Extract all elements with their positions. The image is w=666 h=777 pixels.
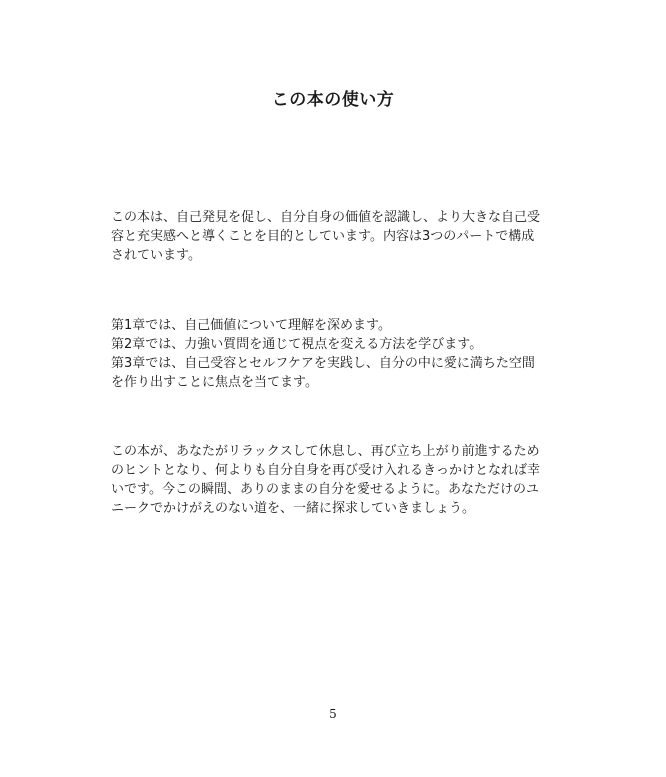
intro-paragraph xyxy=(111,208,556,265)
text-line: この本は、自己発見を促し、自分自身の価値を認識し、より大きな自己受 xyxy=(111,210,541,225)
text-line: のヒントとなり、何よりも自分自身を再び受け入れるきっかけとなれば幸 xyxy=(111,463,541,478)
page-number: 5 xyxy=(329,707,337,721)
chapter-2-line: 第2章では、力強い質問を通じて視点を変える方法を学びます。 xyxy=(111,337,483,352)
chapter-3-line: 第3章では、自己受容とセルフケアを実践し、自分の中に愛に満ちた空間 xyxy=(111,356,535,371)
text-line: この本が、あなたがリラックスして休息し、再び立ち上がり前進するため xyxy=(111,444,540,459)
page-title: この本の使い方 xyxy=(271,90,395,110)
chapter-1-line: 第1章では、自己価値について理解を深めます。 xyxy=(111,318,391,333)
closing-paragraph xyxy=(111,442,556,518)
text-line: されています。 xyxy=(111,248,201,263)
chapters-paragraph xyxy=(111,316,556,392)
text-line: を作り出すことに焦点を当てます。 xyxy=(111,375,318,390)
text-line: 容と充実感へと導くことを目的としています。内容は3つのパートで構成 xyxy=(111,229,535,244)
text-line: ニークでかけがえのない道を、一緒に探求していきましょう。 xyxy=(111,501,476,516)
text-line: いです。今この瞬間、ありのままの自分を愛せるように。あなただけのユ xyxy=(111,482,539,497)
